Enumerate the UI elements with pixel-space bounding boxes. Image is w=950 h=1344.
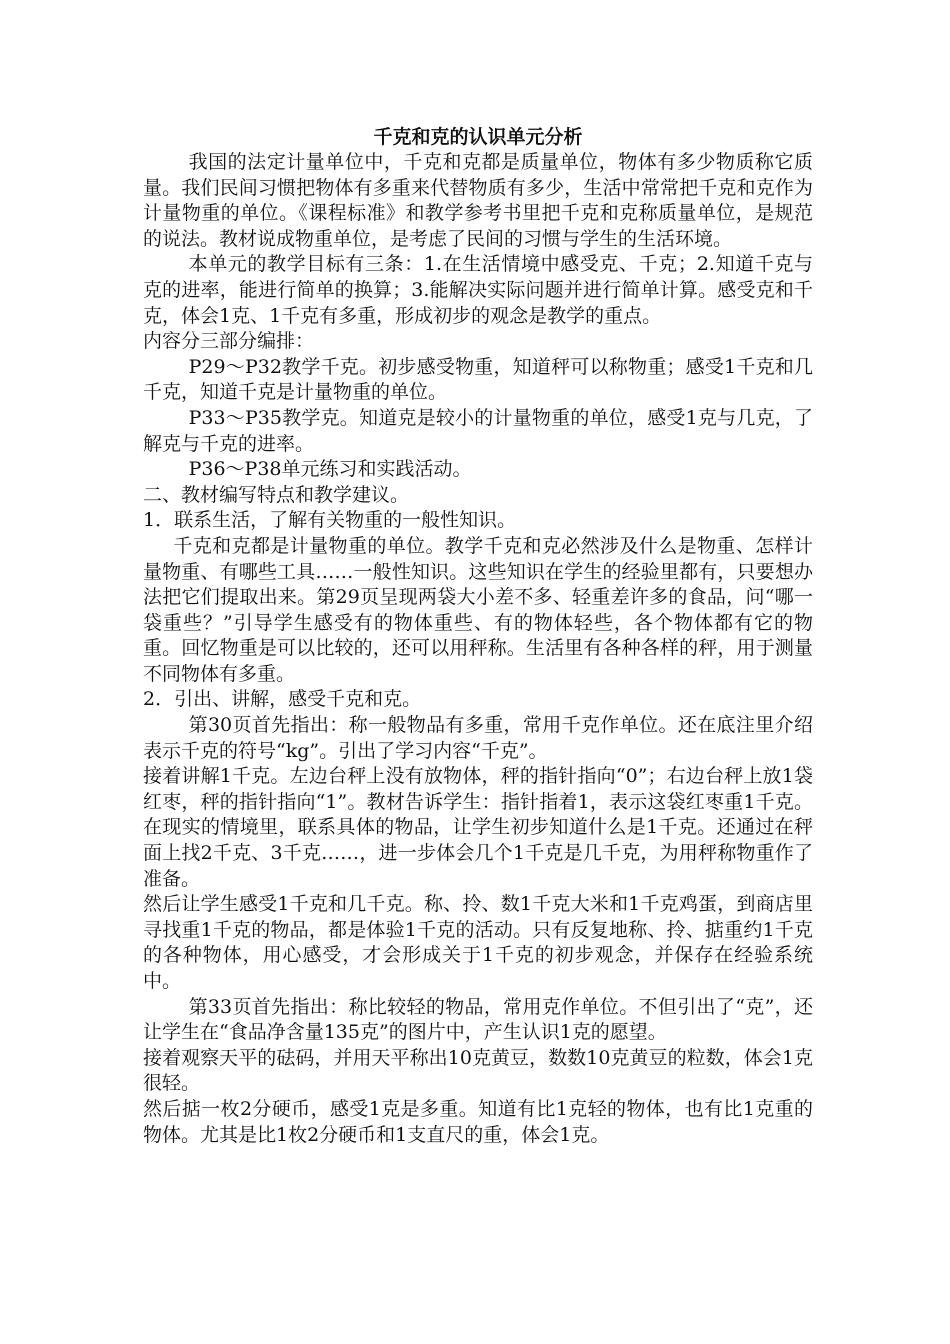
- subheading-1: 1．联系生活，了解有关物重的一般性知识。: [143, 509, 517, 532]
- document-page: [143, 124, 813, 1148]
- paragraph-part-1: P29～P32教学千克。初步感受物重，知道秤可以称物重；感受1千克和几千克，知道千克是计量物重的单位。: [143, 355, 813, 404]
- paragraph-intro: 我国的法定计量单位中，千克和克都是质量单位，物体有多少物质称它质量。我们民间习惯把物体有多重来代替物质有多少，生活中常常把千克和克作为计量物重的单位。《课程标准》和教学参考书里把千克和克称质量单位，是规范的说法。教材说成物重单位，是考虑了民间的习惯与学生的生活环境。: [143, 151, 813, 250]
- paragraph-one-kilogram: 接着讲解1千克。左边台秤上没有放物体，秤的指针指向“0”；右边台秤上放1袋红枣，秤的指针指向“1”。教材告诉学生：指针指着1，表示这袋红枣重1千克。在现实的情境里，联系具体的物品，让学生初步知道什么是1千克。还通过在秤面上找2千克、3千克……，进一步体会几个1千克是几千克，为用秤称物重作了准备。: [143, 765, 813, 890]
- section-heading-2: 二、教材编写特点和教学建议。: [143, 483, 410, 506]
- paragraph-feel-kilograms: 然后让学生感受1千克和几千克。称、拎、数1千克大米和1千克鸡蛋，到商店里寻找重1千克的物品，都是体验1千克的活动。只有反复地称、拎、掂重约1千克的各种物体，用心感受，才会形成关于1千克的初步观念，并保存在经验系统中。: [143, 893, 813, 992]
- paragraph-balance-weights: 接着观察天平的砝码，并用天平称出10克黄豆，数数10克黄豆的粒数，体会1克很轻。: [143, 1046, 813, 1095]
- subheading-2: 2．引出、讲解，感受千克和克。: [143, 688, 422, 711]
- paragraph-general-knowledge: 千克和克都是计量物重的单位。教学千克和克必然涉及什么是物重、怎样计量物重、有哪些工具……一般性知识。这些知识在学生的经验里都有，只要想办法把它们提取出来。第29页呈现两袋大小差不多、轻重差许多的食品，问“哪一袋重些？”引导学生感受有的物体重些、有的物体轻些，各个物体都有它的物重。回忆物重是可以比较的，还可以用秤称。生活里有各种各样的秤，用于测量不同物体有多重。: [143, 534, 813, 685]
- page-title: 千克和克的认识单元分析: [373, 126, 583, 148]
- paragraph-goals: 本单元的教学目标有三条：1.在生活情境中感受克、千克；2.知道千克与克的进率，能进行简单的换算；3.能解决实际问题并进行简单计算。感受克和千克，体会1克、1千克有多重，形成初步的观念是教学的重点。: [143, 253, 813, 327]
- paragraph-page-33: 第33页首先指出：称比较轻的物品，常用克作单位。不但引出了“克”，还让学生在“食品净含量135克”的图片中，产生认识1克的愿望。: [143, 995, 813, 1044]
- paragraph-coin: 然后掂一枚2分硬币，感受1克是多重。知道有比1克轻的物体，也有比1克重的物体。尤其是比1枚2分硬币和1支直尺的重，体会1克。: [143, 1097, 813, 1146]
- paragraph-page-30: 第30页首先指出：称一般物品有多重，常用千克作单位。还在底注里介绍表示千克的符号“kg”。引出了学习内容“千克”。: [143, 714, 813, 762]
- paragraph-part-2: P33～P35教学克。知道克是较小的计量物重的单位，感受1克与几克，了解克与千克的进率。: [143, 406, 813, 455]
- paragraph-content-heading: 内容分三部分编排：: [143, 330, 315, 353]
- paragraph-part-3: P36～P38单元练习和实践活动。: [188, 458, 472, 481]
